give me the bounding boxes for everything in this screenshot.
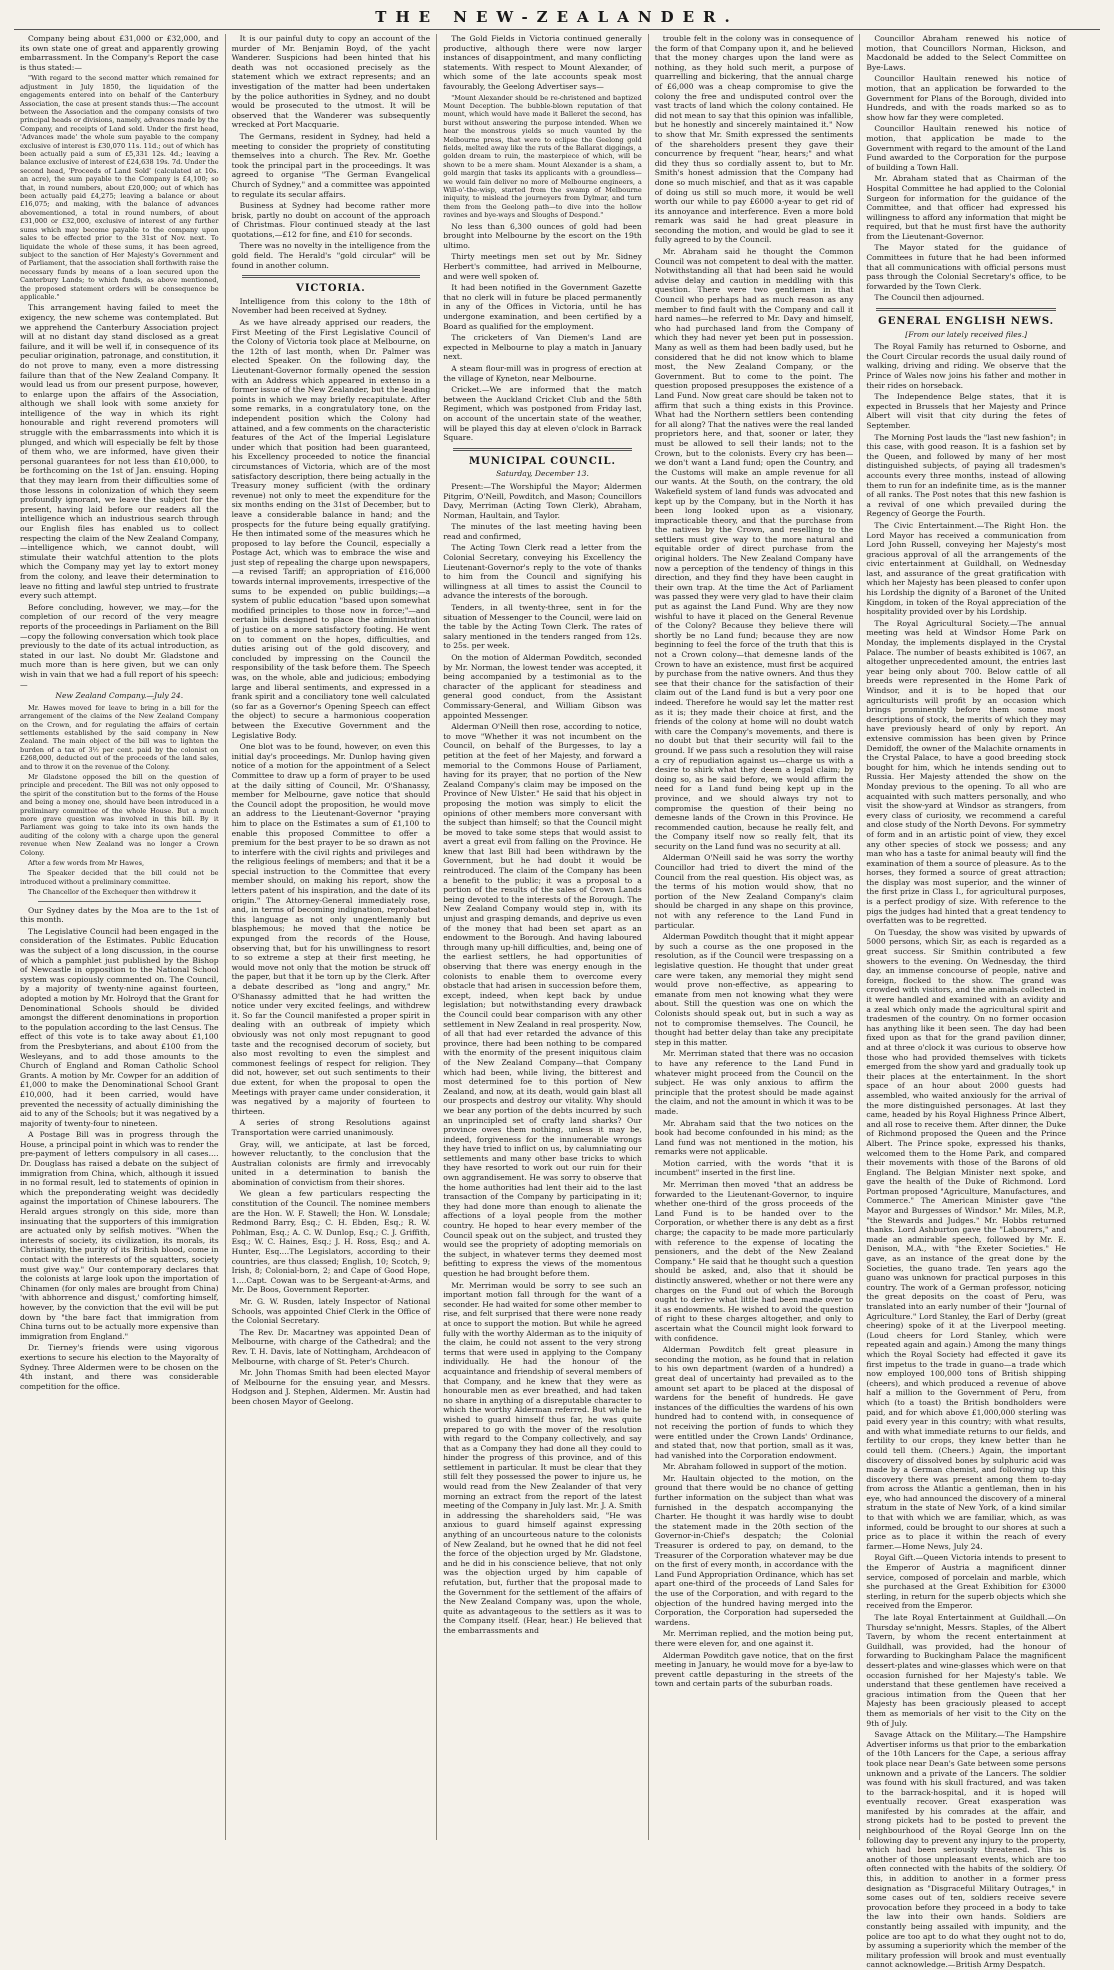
article-paragraph: Business at Sydney had become rather more brisk, partly no doubt on account of the approach of Christmas. Flour continued steady at the last quotations,—£12 for fine, and £10 for seconds. — [231, 201, 431, 239]
article-paragraph: Savage Attack on the Military.—The Hampshire Advertiser informs us that prior to the embarkation of the 10th Lancers for the Cape, a serious affray took place near Dean's Gate between some persons unknown and a private of the Lancers. The soldier was found with his skull fractured, and was taken to the barrack-hospital, and it is hoped will eventually recover. Great exasperation was manifested by his comrades at the affair, and strong pickets had to be posted to prevent the neighbourhood of the Royal George Inn on the following day to prevent any injury to the property, which had been seriously threatened. This is another of those unpleasant events, which are too often connected with the habits of the soldiery. Of this, in addition to another in a former press designation as "Disgraceful Military Outrages," in some cases out of ten, soldiers receive severe provocation before they proceed in a body to take the law into their own hands. Soldiers are constantly being assailed with impunity, and the police are too apt to do what they ought not to do, by assuming a superiority which the member of the military profession will brook and must eventually cannot acknowledge.—British Army Despatch. — [866, 1730, 1066, 1970]
article-paragraph: A series of strong Resolutions against Transportation were carried unanimously. — [231, 1118, 431, 1137]
article-paragraph: The Independence Belge states, that it is expected in Brussels that her Majesty and Prince Albert will visit that city during the fetes of September. — [866, 392, 1066, 430]
article-paragraph: On Tuesday, the show was visited by upwards of 5000 persons, which Sir, as each is regarded as a great success. Sir Smithin contributed a few showers to the evening. On Wednesday, the third day, an immense concourse of people, native and foreign, flocked to the show. The grand was crowded with visitors, and the animals collected in it were handled and examined with an avidity and a zeal which only made the agricultural spirit and tradesmen of the country. On no former occasion has anything like it been seen. The day had been fixed upon as that for the grand pavilion dinner, and at three o'clock it was curious to observe how those who had provided themselves with tickets emerged from the show yard and gradually took up their places at the entertainment. In the short space of an hour about 2000 guests had assembled, who waited anxiously for the arrival of the more distinguished personages. At last they came, headed by his Royal Highness Prince Albert, and all rose to receive them. After dinner, the Duke of Richmond proposed the Queen and the Prince Albert. The Prince spoke, expressed his thanks, welcomed them to the Home Park, and compared their movements with those of the Barons of old England. The Belgian Minister next spoke, and gave the health of the Duke of Richmond. Lord Portman proposed "Agriculture, Manufactures, and Commerce." The American Minister gave "the Mayor and Burgesses of Windsor." Mr. Miles, M.P., "the Stewards and Judges." Mr. Hobbs returned thanks. Lord Ashburton gave the "Labourers," and made an admirable speech, followed by Mr. E. Denison, M.A., with "the Exeter Societies." He gave, as an instance of the great done by the Societies, the guano trade. Ten years ago the guano was unknown for practical purposes in this country. The work of a German professor, noticing the great deposits on the coast of Peru, was translated into an early number of their "Journal of Agriculture." Lord Stanley, the Earl of Derby (great cheering) spoke of it at the Liverpool meeting. (Loud cheers for Lord Stanley, which were repeated again and again.) Among the many things which the Royal Society had effected it gave its first impetus to the trade in guano—a trade which now employed 100,000 tons of British shipping (cheers), and which produced a revenue of above half a million to the Government of Peru, from which (to a toast) the British bondholders were paid, and for which above £1,000,000 sterling was paid every year in this country; with what results, and with what immediate returns to our fields, and fertility to our crops, they knew better than he could tell them. (Cheers.) Again, the important discovery of dissolved bones by sulphuric acid was made by a German chemist, and following up this discovery there was present among them to-day from across the Atlantic a gentleman, then in his eye, who had announced the discovery of a mineral stratum in the state of New York, of a kind similar to that with which we are familiar, which, as was informed, could be brought to our shores at such a price as to place it within the reach of every farmer.—Home News, July 24. — [866, 927, 1066, 1551]
article-paragraph: The Council then adjourned. — [874, 293, 985, 303]
article-paragraph: The minutes of the last meeting having been read and confirmed, — [443, 522, 642, 541]
article-paragraph: Alderman Powditch thought that it might appear by such a course as the one proposed in the resolution, as if the Council were trespassing on a legislative question. He thought that under great care were taken, any memorial they might send would prove non-effective, as appearing to emanate from men not knowing what they were about. Still the question was one on which the Colonists should speak out, but in such a way as not to compromise themselves. The Council, he thought had better delay than take any precipitate step in this matter. — [654, 932, 854, 1047]
article-paragraph: The Gold Fields in Victoria continued generally productive, although there were now larger instances of disappointment, and many conflicting statements. With respect to Mount Alexander, of which some of the late accounts speak most favourably, the Geelong Advertiser says— — [443, 34, 642, 91]
article-paragraph: We glean a few particulars respecting the constitution of the Council. The nominee members are the Hon. W. F. Stawell; the Hon. W. Lonsdale; Redmond Barry, Esq.; C. H. Ebden, Esq.; R. W. Pohlman, Esq.; A. C. W. Dunlop, Esq.; C. J. Griffith, Esq.; W. C. Haines, Esq.; J. H. Ross, Esq.; and A. Hunter, Esq.…The Legislators, according to their countries, are thus classed; English, 10; Scotch, 9; Irish, 8; Colonial-born, 2; and Cape of Good Hope, 1.…Capt. Cowan was to be Sergeant-at-Arms, and Mr. De Boos, Government Reporter. — [231, 1189, 431, 1295]
article-paragraph: Company being about £31,000 or £32,000, and its own state one of great and apparently growing embarrassment. In the Company's Report the case is thus stated:— — [20, 34, 219, 72]
quoted-paragraph: The Speaker decided that the bill could not be introduced without a preliminary committee. — [20, 869, 219, 886]
section-heading: GENERAL ENGLISH NEWS. — [878, 316, 1055, 328]
article-paragraph: Mr. Merriman stated that there was no occasion to have any reference to the Land Fund in whatever might proceed from the Council on the subject. He was only anxious to affirm the principle that the protest should be made against the claim, and not the amount in which it was to be made. — [654, 1049, 854, 1116]
article-paragraph: Tenders, in all twenty-three, sent in for the situation of Messenger to the Council, were laid on the table by the Acting Town Clerk. The rates of salary mentioned in the tenders ranged from 12s. to 25s. per week. — [443, 603, 642, 651]
article-paragraph: A Postage Bill was in progress through the House, a principal point in which was to render the pre-payment of letters compulsory in all cases.…Dr. Douglass has raised a debate on the subject of immigration from China, which, although it issued in no formal result, led to statements of opinion in which the preponderating weight was decidedly against the importation of Chinese labourers. The Herald argues strongly on this side, more than insinuating that the supporters of this immigration are actuated only by selfish motives. "When the interests of society, its civilization, its morals, its Christianity, the purity of its British blood, come in contact with the interests of the squatters, society must give way." Our contemporary declares that the colonists at large look upon the importation of Chinamen (for only males are brought from China) 'with abhorrence and disgust,' comforting himself, however, by the conviction that the evil will be put down by "the bare fact that immigration from China turns out to be actually more expensive than immigration from England." — [20, 1130, 219, 1341]
masthead: THE NEW-ZEALANDER. — [14, 8, 1100, 30]
article-paragraph: The Morning Post lauds the "last new fashion"; in this case, with good reason. It is a fashion set by the Queen, and followed by many of her most distinguished subjects, of paying all tradesmen's accounts every three months, instead of allowing them to run for an indefinite time, as is the manner of all ranks. The Post notes that this new fashion is a revival of one which prevailed during the Regency of George the Fourth. — [866, 432, 1066, 519]
column-1 — [14, 34, 226, 1840]
quoted-paragraph: Mr Gladstone opposed the bill on the question of principle and precedent. The Bill was not only opposed to the spirit of the constitution but to the forms of the House and being a money one, should have been introduced in a preliminary committee of the whole House. But a much more grave question was involved in this bill. By it Parliament was going to take into its own hands the auditing of the colony with a charge upon the general revenue when New Zealand was no longer a Crown Colony. — [20, 772, 219, 857]
article-paragraph: trouble felt in the colony was in consequence of the form of that Company upon it, and he believed that the money charges upon the land were as nothing, as they hold such merit, a purpose of quarrelling and bickering, that the annual charge of £6,000 was a cheap compromise to give the colony the free and undisputed control over the vast tracts of land which the colony contained. He did not mean to say that this opinion was infallible, but he honestly and sincerely maintained it." Now to show that Mr. Smith expressed the sentiments of the shareholders present they gave their concurrence by frequent "hear, hears;" and what did they thus so cordially assent to, but to Mr. Smith's honest admission that the Company had done so much mischief, and that as it was capable of doing us still so much more, it would be well worth our while to pay £6000 a-year to get rid of its annoyance and interference. Even a more bold remark was said he had great pleasure in seconding the motion, and would be glad to see it fully agreed to by the Council. — [654, 34, 854, 245]
article-paragraph: Present:—The Worshipful the Mayor; Aldermen Pitgrim, O'Neill, Powditch, and Mason; Councillors Davy, Merriman (Acting Town Clerk), Abraham, Norman, Haultain, and Taylor. — [443, 481, 642, 520]
article-paragraph: Councillor Haultain renewed his notice of motion, that an application be forwarded to the Government for Plans of the Borough, divided into Hundreds, and with the roads marked so as to show how far they were completed. — [866, 74, 1066, 122]
quoted-paragraph: The Chancellor of the Exchequer then withdrew it — [28, 888, 197, 897]
article-paragraph: There was no novelty in the intelligence from the gold field. The Herald's "gold circular" will be found in another column. — [231, 241, 431, 270]
columns — [14, 34, 1100, 1970]
article-paragraph: Our Sydney dates by the Moa are to the 1st of this month. — [20, 905, 219, 925]
article-paragraph: Councillor Abraham renewed his notice of motion, that Councillors Norman, Hickson, and Macdonald be added to the Select Committee on Bye-Laws. — [866, 34, 1066, 72]
article-paragraph: The cricketers of Van Diemen's Land are expected in Melbourne to play a match in January next. — [443, 333, 642, 362]
article-paragraph: Mr. Merriman then moved "that an address be forwarded to the Lieutenant-Governor, to inquire whether one-third of the gross proceeds of the Land Fund is to be handed over to the Corporation, or whether there is any debt as a first charge; the capacity to be made more particularly with reference to the expense of locating the pensioners, and the debt of the New Zealand Company." He said that he thought such a question should be asked, and, also that it should be distinctly answered, whether or not there were any charges on the Fund out of which the Borough ought to derive what little had been made over to it as endowments. He wished to avoid the question of right to these charges altogether, and only to ascertain what the Council might look forward to with confidence. — [654, 1180, 854, 1343]
article-paragraph: Gray, will, we anticipate, at last be forced, however reluctantly, to the conclusion that the Australian colonists are firmly and irrevocably united in a determination to banish the abomination of convictism from their shores. — [231, 1139, 431, 1187]
article-paragraph: One blot was to be found, however, on even this initial day's proceedings. Mr. Dunlop having given notice of a motion for the appointment of a Select Committee to draw up a form of prayer to be used at the daily sitting of Council, Mr. O'Shanassy, member for Melbourne, gave notice that should the Council adopt the proposition, he would move an address to the Lieutenant-Governor "praying him to place on the Estimates a sum of £1,100 to enable this proposed Committee to offer a premium for the best prayer to be so drawn as not to interfere with the civil rights and privileges and the religious feelings of members; and that it be a special instruction to the Committee that every member should, on making his report, show the letters patent of his inspiration, and the date of its origin." The Attorney-General immediately rose, and, in terms of becoming indignation, reprobated this language as not only ungentlemanly but blasphemous; he moved that the notice be expunged from the records of the House, observing that, but for his unwillingness to resort to so extreme a step at their first meeting, he would move not only that the motion be struck off the paper, but that it be torn up by the Clerk. After a debate described as "long and angry," Mr. O'Shanassy admitted that he had written the notice under very excited feelings, and withdrew it. So far the Council manifested a proper spirit in dealing with an outbreak of impiety which obviously was not only most repugnant to good taste and the recognised decorum of society, but also most revolting to even the simplest and commonest feelings of respect for religion. They did not, however, set out such sentiments to their due extent, for when the proposal to open the Meetings with prayer came under consideration, it was negatived by a majority of fourteen to thirteen. — [231, 742, 431, 1116]
column-2 — [226, 34, 438, 1840]
article-paragraph: The Royal Agricultural Society.—The annual meeting was held at Windsor Home Park on Monday, the implements displayed in the Crystal Palace. The number of beasts exhibited is 1067, an altogether unprecedented amount, the entries last year being only about 700. Below cattle of all breeds were represented in the Home Park of Windsor, and it is to be hoped that our agriculturists will profit by an occasion which brings prominently before them some most descriptions of stock, the merits of which they may have previously heard of only by report. An extensive commission has been given by Prince Demidoff, the owner of the Malachite ornaments in the Crystal Palace, to have a good breeding stock bought for him, which he intends sending out to Russia. Her Majesty attended the show on the Monday previous to the opening. To all who are acquainted with such matters personally, and who visit the show-yard at Windsor as strangers, from every class of curiosity, we recommend a careful and close study of the North Devons. For symmetry of form and in an artistic point of view, they excel any other species of stock we possess; and any man who has a taste for animal beauty will find the examination of them a source of pleasure. As to the horses, they formed a source of great attraction; the display was most superior, and the winner of the first prize in Class I., for agricultural purposes, is a perfect prodigy of size. With reference to the pigs the judges had hinted that a great tendency to overfatten was to be regretted. — [866, 618, 1066, 926]
article-paragraph: The Acting Town Clerk read a letter from the Colonial Secretary, conveying his Excellency the Lieutenant-Governor's reply to the vote of thanks to him from the Council and signifying his willingness at all times to assist the Council to advance the interests of the borough. — [443, 543, 642, 601]
divider — [38, 901, 201, 902]
divider — [876, 308, 1056, 311]
article-paragraph: Intelligence from this colony to the 18th of November had been received at Sydney. — [231, 296, 431, 316]
article-paragraph: Alderman O'Neill then rose, according to notice, to move "Whether it was not incumbent on the Council, on behalf of the Burgesses, to lay a petition at the feet of her Majesty, and forward a memorial to the Commons House of Parliament, having for its prayer, that no portion of the New Zealand Company's claim may be imposed on the Province of New Ulster." He said that his object in proposing the motion was simply to elicit the opinions of other members more conversant with the subject than himself; so that the Council might be moved to take some steps that would assist to avert a great evil from falling on the Province. He knew that last Bill had been withdrawn by the Government, but he had doubt it would be reintroduced. The claim of the Company has been a benefit to the public; it was a proposal to a portion of the results of the sales of Crown Lands being devoted to the interests of the Borough. The New Zealand Company would step in, with its unjust and grasping demands, and deprive us even of the money that had been set apart as an endowment to the Borough. And having laboured through many up-hill difficulties, and, being one of the earliest settlers, he had opportunities of observing that there was energy enough in the colonists to enable them to overcome every obstacle that had arisen in succession before them, except, indeed, when kept back by undue legislation; but notwithstanding every drawback the Council could bear comparison with any other settlement in New Zealand in real prosperity. Now, of all that had ever retarded the advance of this province, there had been nothing to be compared with the enormity of the present iniquitous claim of the New Zealand Company—that Company which had been, while living, the bitterest and most determined foe to this portion of New Zealand, and now, at its death, would gain blast all our prospects and destroy our vitality. Why should we bear any portion of the debts incurred by such an unprincipled set of crafty land sharks? Our province owes them nothing, unless it may be, indeed, forgiveness for the innumerable wrongs they have tried to inflict on us, by calumniating our settlements and many other base tricks to which they have resorted to work out our ruin for their own aggrandisement. He was sorry to observe that the home authorities had lent their aid to the last transaction of the Company by participating in it; they had done more than enough to alienate the affections of a loyal people from the mother country. He hoped to hear every member of the Council speak out on the subject, and trusted they would see the propriety of adopting memorials on the subject, in whatever terms they deemed most befitting to express the views of the momentous question he had brought before them. — [443, 722, 642, 1278]
article-paragraph: Mr. Abraham stated that as Chairman of the Hospital Committee he had applied to the Colonial Surgeon for information for the guidance of the Committee, and that officer had expressed his willingness to afford any information that might be required, but that he must first have the authority from the Lieutenant-Governor. — [866, 174, 1066, 241]
article-paragraph: Thirty meetings men set out by Mr. Sidney Herbert's committee, had arrived in Melbourne, and were well spoken of. — [443, 252, 642, 281]
article-paragraph: Councillor Haultain renewed his notice of motion, that application be made to the Government with regard to the amount of the Land Fund awarded to the Corporation for the purpose of building a Town Hall. — [866, 124, 1066, 172]
article-paragraph: The Legislative Council had been engaged in the consideration of the Estimates. Public Education was the subject of a long discussion, in the course of which a pamphlet just published by the Bishop of Newcastle in opposition to the National School system was copiously commented on. The Council, by a majority of twenty-nine against fourteen, adopted a motion by Mr. Holroyd that the Grant for Denominational Schools should be divided amongst the different denominations in proportion to the population according to the last Census. The effect of this vote is to take away about £1,100 from the Presbyterians, and about £100 from the Wesleyans, and to add those amounts to the Church of England and Roman Catholic School Grants. A motion by Mr. Cowper for an addition of £1,000 to make the Denominational School Grant £10,000, had it been carried, would have prevented the necessity of actually diminishing the aid to any of the Schools; but it was negatived by a majority of twenty-four to nineteen. — [20, 926, 219, 1128]
quoted-paragraph: "Mount Alexander should be re-christened and baptized Mount Deception. The bubble-blown reputation of that mount, which would have made it Balleret the second, has burst without answering the purpose intended. When we hear the monstrous yields so much vaunted by the Melbourne press, that were to eclipse the Geelong gold fields, melted away like the ruts of the Ballarat diggings, a golden dream to ruin, the masterpiece of which, will be shown to be a mere sham. Mount Alexander is a sham, a gold margin that tasks its applicants with a groundless—we would fain deliver no more of Melbourne engineers, a Will-o'-the-wisp, started from the swamp of Melbourne iniquity, to mislead the journeyers from Dylmar, and turn them from the Geelong path—to dive into the hollow ravines and bye-ways and Sloughs of Despond." — [443, 93, 642, 220]
column-5 — [860, 34, 1072, 1970]
quoted-paragraph: Mr. Hawes moved for leave to bring in a bill for the arrangement of the claims of the New Zealand Company on the Crown, and for regulating the affairs of certain settlements established by the said company in New Zealand. The main object of the bill was to lighten the burden of a tax of 3½ per cent. paid by the colonist on £268,000, deducted out of the proceeds of the land sales, and to throw it on the revenue of the Colony. — [20, 703, 219, 771]
section-subheading: Saturday, December 13. — [496, 469, 589, 479]
article-paragraph: Mr. G. W. Rusden, lately Inspector of National Schools, was appointed Chief Clerk in the Office of the Colonial Secretary. — [231, 1297, 431, 1326]
section-subheading: [From our lately received files.] — [905, 329, 1028, 339]
article-paragraph: This arrangement having failed to meet the exigency, the new scheme was contemplated. But we apprehend the Canterbury Association project will at no distant day stand disclosed as a great failure, and it will be well if, in consequence of its peculiar origination, patronage, and constitution, it do not prove to many, even a more distressing failure than that of the New Zealand Company. It would lead us from our present purpose, however, to enlarge upon the affairs of the Association, although we shall look with some anxiety for intelligence of the way in which its right honourable and right reverend promoters will struggle with the embarrassments into which it is plunged, and which will especially be felt by those of them who, we are informed, have given their personal guarantees for not less than £10,000, to be forthcoming on the 1st of Jan. ensuing. Hoping that they may learn from their difficulties some of those lessons in colonization of which they seem profoundly ignorant, we leave the subject for the present, having laid before our readers all the intelligence which an industrious search through our English files has enabled us to collect respecting the claim of the New Zealand Company,—intelligence which, we cannot doubt, will stimulate their watchful attention to the plots which the Company may yet lay to extort money from the colony, and leave their determination to leave no fitting and lawful step untried to frustrate every such attempt. — [20, 303, 219, 601]
divider — [242, 275, 421, 278]
article-paragraph: Mr. Merriman replied, and the motion being put, there were eleven for, and one against it. — [654, 1629, 854, 1648]
article-paragraph: Mr. Abraham said that the two notices on the book had become confounded in his mind; as the Land fund was not mentioned in the motion, his remarks were not applicable. — [654, 1118, 854, 1157]
section-heading: MUNICIPAL COUNCIL. — [468, 455, 616, 467]
section-subheading: New Zealand Company.—July 24. — [55, 691, 184, 701]
article-paragraph: On the motion of Alderman Powditch, seconded by Mr. Norman, the lowest tender was accepted, it being accompanied by a testimonial as to the character of the applicant for steadiness and general good conduct, from the Assistant Commissary-General, and William Gibson was appointed Messenger. — [443, 653, 642, 720]
article-paragraph: It had been notified in the Government Gazette that no clerk will in future be placed permanently in any of the Offices in Victoria, until he has undergone examination, and been certified by a Board as qualified for the employment. — [443, 283, 642, 331]
section-heading: VICTORIA. — [296, 283, 366, 295]
article-paragraph: The Mayor stated for the guidance of Committees in future that he had been informed that all communications with official persons must pass through the Colonial Secretary's office, to be forwarded by the Town Clerk. — [866, 243, 1066, 291]
divider — [453, 448, 632, 451]
article-paragraph: Mr. John Thomas Smith had been elected Mayor of Melbourne for the ensuing year, and Messrs. Hodgson and J. Stephen, Aldermen. Mr. Austin had been chosen Mayor of Geelong. — [231, 1368, 431, 1406]
quoted-paragraph: "With regard to the second matter which remained for adjustment in July 1850, the liquidation of the engagements entered into on behalf of the Canterbury Association, the case at present stands thus:—The account between the Association and the company consists of two principal heads or divisions, namely, advances made by the Company, and receipts of Land sold. Under the first head, 'Advances made' the whole sum payable to the company exclusive of interest is £30,070 11s. 11d.; out of which has been actually paid a sum of £5,331 12s. 4d.; leaving a balance exclusive of interest of £24,638 19s. 7d. Under the second head, 'Proceeds of Land Sold' (calculated at 10s. an acre), the sum payable to the Company is £4,100; so that, in round numbers, about £20,000; out of which has been actually paid £4,275; leaving a balance or about £16,075; and making, with the balance of advances abovementioned, a total in round numbers, of about £31,000 or £32,000, exclusive of interest of any further sums which may become payable to the company upon sales to be effected prior to the 31st of Nov. next. To liquidate the whole of these sums, it has been agreed, subject to the sanction of Her Majesty's Government and of Parliament, that the association shall forthwith raise the necessary funds by means of a loan secured upon the Canterbury Lands; to which funds, as above mentioned, the proposed statement orders will be consequence be applicable." — [20, 74, 219, 301]
article-paragraph: Mr. Merriman would be sorry to see such an important motion fall through for the want of a seconder. He had waited for some other member to rise, and felt surprised that there were none ready at once to support the motion. But while he agreed fully with the worthy Alderman as to the iniquity of the claim, he could not assent to the very strong terms that were used in applying to the Company individually. He had the honour of the acquaintance and friendship of several members of that Company, and he knew that they were as honourable men as ever breathed, and had taken no share in anything of a disreputable character to which the worthy Alderman referred. But while he wished to guard himself thus far, he was quite prepared to go with the mover of the resolution with regard to the Company collectively, and say that as a Company they had done all they could to hinder the progress of this province, and of this settlement in particular. It must be clear that they still felt they possessed the power to injure us, he would read from the New Zealander of that very morning an extract from the report of the latest meeting of the Company in July last. Mr. J. A. Smith in addressing the shareholders said, "He was anxious to guard himself against expressing anything of an uncourteous nature to the colonists of New Zealand, but he owned that he did not feel the force of the objection urged by Mr. Gladstone, and he did in his conscience believe, that not only was the objection urged by him capable of refutation, but, further that the proposal made to the Government for the settlement of the affairs of the New Zealand Company was, upon the whole, quite as advantageous to the settlers as it was to the Company itself. (Hear, hear.) He believed that the embarrassments and — [443, 1280, 642, 1635]
article-paragraph: Alderman Powditch gave notice, that on the first meeting in January, he would move for a bye-law to prevent cattle depasturing in the streets of the town and certain parts of the suburban roads. — [654, 1650, 854, 1689]
column-4 — [649, 34, 861, 1840]
article-paragraph: Royal Gift.—Queen Victoria intends to present to the Emperor of Austria a magnificent dinner service, composed of porcelain and marble, which she purchased at the Great Exhibition for £3000 sterling, in return for the superb objects which she received from the Emperor. — [866, 1553, 1066, 1611]
article-paragraph: As we have already apprised our readers, the First Meeting of the First Legislative Council of the Colony of Victoria took place at Melbourne, on the 12th of last month, when Dr. Palmer was elected Speaker. On the following day, the Lieutenant-Governor formally opened the session with an Address which appeared in extenso in a former issue of the New Zealander, but the leading points in which we may briefly recapitulate. After some remarks, in a congratulatory tone, on the independent position which the Colony had attained, and a few comments on the characteristic features of the Act of the Imperial Legislature under which that position had been guaranteed, his Excellency proceeded to notice the financial circumstances of Victoria, which are of the most satisfactory description, there being actually in the Treasury money sufficient (with the ordinary revenue) not only to meet the expenditure for the six months ending on the 31st of December, but to leave a considerable balance in hand; and the prospects for the future being equally gratifying. He then intimated some of the measures which he proposed to lay before the Council, especially a Postage Act, which was to embrace the wise and just step of repealing the charge upon newspapers,—a revised Tariff; an appropriation of £16,000 towards internal improvements, irrespective of the sums to be expended on public buildings;—a system of public education "based upon somewhat modified principles to those now in force;"—and certain bills designed to place the administration of justice on a more satisfactory footing. He went on to comment on the hopes, difficulties, and duties arising out of the gold discovery, and concluded by impressing on the Council the responsibility of the task before them. The Speech was, on the whole, able and judicious; embodying large and liberal sentiments, and expressed in a frank spirit and a conciliatory tone well calculated (so far as a Governor's Opening Speech can effect the object) to secure a harmonious cooperation between the Executive Government and the Legislative Body. — [231, 318, 431, 740]
article-paragraph: It is our painful duty to copy an account of the murder of Mr. Benjamin Boyd, of the yacht Wanderer. Suspicions had been hinted that his death was not occasioned precisely as the statement which we extract represents; and an investigation of the matter had been undertaken by the police authorities in Sydney, and no doubt would be prosecuted to the utmost. It will be observed that the Wanderer was subsequently wrecked at Port Macquarie. — [231, 34, 431, 130]
article-paragraph: The late Royal Entertainment at Guildhall.—On Thursday se'nnight, Messrs. Staples, of the Albert Tavern, by whom the recent entertainment at Guildhall, was provided, had the honour of forwarding to Buckingham Palace the magnificent dessert-plates and wine-glasses which were on that occasion furnished for her Majesty's table. We understand that these gentlemen have received a gracious intimation from the Queen that her Majesty has been graciously pleased to accept them as memorials of her visit to the City on the 9th of July. — [866, 1613, 1066, 1728]
quoted-paragraph: After a few words from Mr Hawes, — [28, 859, 145, 867]
article-paragraph: Alderman Powditch felt great pleasure in seconding the motion, as he found that in relation to his own department (warden of a hundred) a great deal of uncertainty had prevailed as to the amount set apart to be placed at the disposal of wardens for the benefit of hundreds. He gave instances of the difficulties the wardens of his own hundred had to contend with, in consequence of not receiving the portion of funds to which they were entitled under the Crown Lands' Ordinance, and stated that, now that portion, small as it was, had vanished into the Corporation endowment. — [654, 1345, 854, 1460]
article-paragraph: Dr. Tierney's friends were using vigorous exertions to secure his election to the Mayoralty of Sydney. Three Aldermen were to be chosen on the 4th instant, and there was considerable competition for the office. — [20, 1343, 219, 1391]
article-paragraph: Mr. Haultain objected to the motion, on the ground that there would be no chance of getting further information on the subject than what was furnished in the despatch accompanying the Charter. He thought it was hardly wise to doubt the statement made in the 20th section of the Governor-in-Chief's despatch; the Colonial Treasurer is ordered to pay, on demand, to the Treasurer of the Corporation whatever may be due on the first of every month, in accordance with the Land Fund Appropriation Ordinance, which has set apart one-third of the proceeds of Land Sales for the use of the Corporation, and with regard to the objection of the hundred having merged into the Corporation, the Corporation had superseded the wardens. — [654, 1473, 854, 1627]
article-paragraph: Cricket.—We are informed that the match between the Auckland Cricket Club and the 58th Regiment, which was postponed from Friday last, on account of the uncertain state of the weather, will be played this day at eleven o'clock in Barrack Square. — [443, 385, 642, 443]
article-paragraph: No less than 6,300 ounces of gold had been brought into Melbourne by the escort on the 19th ultimo. — [443, 221, 642, 250]
article-paragraph: Before concluding, however, we may,—for the completion of our record of the very meagre reports of the proceedings in Parliament on the Bill—copy the following conversation which took place previously to the date of its actual introduction, as stated in our last. No doubt Mr. Gladstone and much more than is here given, but we can only wish in vain that we had a full report of his speech:— — [20, 602, 219, 689]
article-paragraph: The Civic Entertainment.—The Right Hon. the Lord Mayor has received a communication from Lord John Russell, conveying her Majesty's most gracious approval of all the arrangements of the civic entertainment at Guildhall, on Wednesday last, and assurance of the great gratification with which her Majesty has been pleased to confer upon his Lordship the dignity of a Baronet of the United Kingdom, in token of the Royal appreciation of the hospitality provided over by his Lordship. — [866, 520, 1066, 617]
article-paragraph: Motion carried, with the words "that it is incumbent" inserted in the first line. — [654, 1158, 854, 1178]
article-paragraph: A steam flour-mill was in progress of erection at the village of Kyneton, near Melbourne. — [443, 363, 642, 383]
column-3 — [437, 34, 649, 1840]
article-paragraph: The Rev. Dr. Macartney was appointed Dean of Melbourne, with charge of the Cathedral; and the Rev. T. H. Davis, late of Nottingham, Archdeacon of Melbourne, with charge of St. Peter's Church. — [231, 1327, 431, 1366]
article-paragraph: The Germans, resident in Sydney, had held a meeting to consider the propriety of constituting themselves into a church. The Rev. Mr. Goethe took the principal part in the proceedings. It was agreed to organise "The German Evangelical Church of Sydney," and a committee was appointed to regulate its secular affairs. — [231, 131, 431, 199]
article-paragraph: Alderman O'Neill said he was sorry the worthy Councillor had tried to divert the mind of the Council from the real question. His object was, as the terms of his motion would show, that no portion of the New Zealand Company's claim should be charged in any shape on this province, not with any reference to the Land Fund in particular. — [654, 853, 854, 930]
article-paragraph: Mr. Abraham followed in support of the motion. — [662, 1462, 847, 1472]
article-paragraph: Mr. Abraham said he thought the Common Council was not competent to deal with the matter. Notwithstanding all that had been said he would advise delay and caution in meddling with this question. There were two gentlemen in that Council who perhaps had as much reason as any member to find fault with the Company and call it hard names—he referred to Mr. Davy and himself, who had purchased land from the Company of which they had never yet been put in possession. Many as well as them had been badly used, but he considered that he did not know which to blame most, the New Zealand Company, or the Government. But to come to the point. The question proposed presupposes the existence of a Land Fund. Now great care should be taken not to affirm that such a thing exists in this Province. What had the Northern settlers been contending for all along? That the natives were the real landed proprietors here, and that, sooner or later, they must be allowed to sell their lands; not to the Crown, but to the colonists. Every cry has been—we don't want a Land fund; open the Country, and the Customs will make an ample revenue for all our wants. At the South, on the contrary, the old Wakefield system of land funds was advocated and kept up by the Company, but in the North it has been long looked upon as a visionary, impracticable theory, and that the purchase from the natives by the Crown, and reselling to the settlers must give way to the more natural and equitable order of direct purchase from the original holders. The New Zealand Company have now a perception of the tendency of things in this direction, and they find they have been caught in their own trap. At the time the Act of Parliament was passed they were very glad to have their claim put as against the Land Fund. Why are they now wishful to have it placed on the General Revenue of the Colony? Because they believe there will shortly be no Land fund; because they are now beginning to feel the force of the truth that this is not a Crown colony—that demesne lands of the Crown to have an existence, must first be acquired by purchase from the native owners. And thus they see that their chance for the satisfaction of their claim out of the Land fund is but a very poor one indeed. Therefore he would say let the matter rest as it is; they made their choice at first, and the friends of the colony at home will no doubt watch with care the Company's movements, and there is no doubt but that their security will fail to the ground. If we pass such a resolution they will raise a cry of repudiation against us—charge us with a desire to shirk what they deem a legal claim; by doing so, as he said before, we would affirm the need for a Land fund being kept up in the province, and we should always try not to compromise the question of their being no demesne lands of the Crown in this Province. He recommended caution, because he really felt, and the Company itself now so really felt, that its security on the Land fund was no security at all. — [654, 247, 854, 851]
article-paragraph: The Royal Family has returned to Osborne, and the Court Circular records the usual daily round of walking, driving and riding. We observe that the Prince of Wales now joins his father and mother in their rides on horseback. — [866, 342, 1066, 390]
